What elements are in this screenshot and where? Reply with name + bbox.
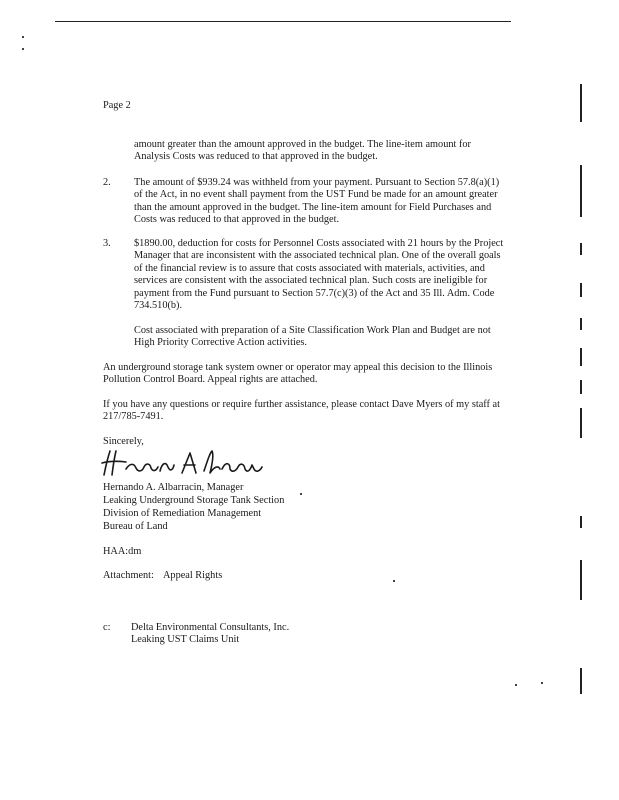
cc-recipient: Leaking UST Claims Unit <box>131 634 240 645</box>
item-number: 3. <box>103 238 111 249</box>
header-rule <box>55 21 511 22</box>
margin-bar <box>580 380 582 394</box>
scan-speck <box>300 493 302 495</box>
scan-speck <box>22 36 24 38</box>
signatory-section: Leaking Underground Storage Tank Section <box>103 495 285 506</box>
item-followup-paragraph: Cost associated with preparation of a Site Classification Work Plan and Budget are not High Priority Corrective Action activities. <box>134 325 491 349</box>
margin-bar <box>580 243 582 255</box>
signatory-name: Hernando A. Albarracin, Manager <box>103 482 244 493</box>
signatory-division: Division of Remediation Management <box>103 508 262 519</box>
reference-initials: HAA:dm <box>103 546 142 557</box>
margin-bar <box>580 348 582 366</box>
continuation-paragraph: amount greater than the amount approved in the budget. The line-item amount for Analysis Costs was reduced to that approved in the budget. <box>134 139 471 163</box>
margin-bar <box>580 408 582 438</box>
item-number: 2. <box>103 177 111 188</box>
signature <box>98 445 268 481</box>
cc-label: c: <box>103 622 111 633</box>
scan-speck <box>541 682 543 684</box>
margin-bar <box>580 318 582 330</box>
attachment-value: Appeal Rights <box>163 570 223 581</box>
margin-bar <box>580 668 582 694</box>
margin-bar <box>580 283 582 297</box>
closing: Sincerely, <box>103 436 144 447</box>
item-paragraph: The amount of $939.24 was withheld from your payment. Pursuant to Section 57.8(a)(1) of the Act, in no event shall payment from the UST Fund be made for an amount greater than the amount approved in the budget. The line-item amount for Field Purchases and Costs was reduced to that approved in the budget. <box>134 177 500 226</box>
cc-recipient: Delta Environmental Consultants, Inc. <box>131 622 290 633</box>
scan-speck <box>393 580 395 582</box>
margin-bar <box>580 560 582 600</box>
item-paragraph: $1890.00, deduction for costs for Personnel Costs associated with 21 hours by the Project Manager that are inconsistent with the associated technical plan. One of the overall goals of the financial review is to assure that costs associated with materials, activities, and services are consistent with the associated technical plan. Such costs are ineligible for payment from the Fund pursuant to Section 57.7(c)(3) of the Act and 35 Ill. Adm. Code 734.510(b). <box>134 238 504 312</box>
page-label: Page 2 <box>103 100 131 111</box>
margin-bar <box>580 84 582 122</box>
signatory-bureau: Bureau of Land <box>103 521 168 532</box>
scan-speck <box>515 684 517 686</box>
contact-paragraph: If you have any questions or require further assistance, please contact Dave Myers of my staff at 217/785-7491. <box>103 399 500 423</box>
scan-speck <box>22 48 24 50</box>
margin-bar <box>580 165 582 217</box>
margin-bar <box>580 516 582 528</box>
attachment-label: Attachment: <box>103 570 154 581</box>
appeal-paragraph: An underground storage tank system owner or operator may appeal this decision to the Illinois Pollution Control Board. Appeal rights are attached. <box>103 362 493 386</box>
